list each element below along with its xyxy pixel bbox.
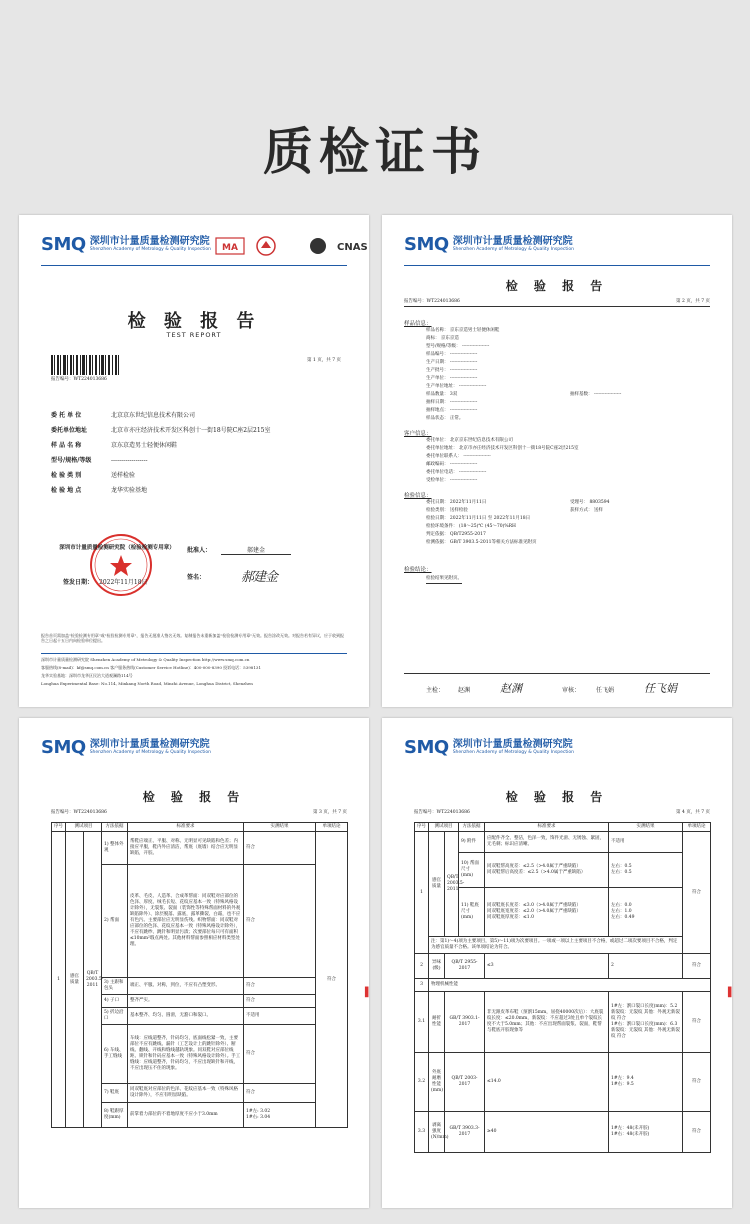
- header-cell: 实测结果: [609, 823, 683, 832]
- table-row: [415, 937, 711, 954]
- conclusion-text: 检验结果见附页。: [426, 576, 462, 581]
- report-number-label: 报告编号：: [51, 810, 74, 815]
- table-row: [415, 1112, 711, 1153]
- sample-row: 抽样地点： ------------------: [426, 408, 478, 413]
- client-row: 委托单位： 北京京东世纪信息技术有限公司: [426, 438, 513, 443]
- page-indicator: 第 2 页，共 7 页: [676, 299, 710, 304]
- result-cell: 1#左: 3.02 1#右: 3.04: [244, 1103, 316, 1128]
- delivery-method-value: 送样: [593, 508, 603, 513]
- result-cell: 不适用: [609, 832, 683, 853]
- table-header-row: [415, 823, 711, 832]
- client-row: 受检单位： ------------------: [426, 478, 478, 483]
- sample-row: 样品编号： ------------------: [426, 352, 478, 357]
- number-cell: 3.1: [415, 992, 429, 1053]
- item-cell: 11) 鞋底尺寸(mm): [459, 888, 485, 937]
- header-cell: 标准要求: [128, 823, 244, 832]
- footer-line-3: 龙华实验基地：深圳市龙华区民治大道观澜路114号: [41, 673, 133, 678]
- results-table: [51, 822, 348, 1128]
- conclusion-cell: 符合: [683, 954, 711, 979]
- issue-date: 2022年11月18日: [99, 579, 148, 586]
- smq-logo-text: SMQ: [404, 737, 449, 758]
- certification-marks: [215, 235, 373, 257]
- item-cell: 6) 车线、手工缝线: [102, 1025, 128, 1084]
- group-name: 感官质量: [66, 832, 84, 1128]
- item-cell: 异味(级): [429, 954, 445, 979]
- sample-row: 样品数量： 3双: [426, 392, 458, 397]
- institute-name-cn: 深圳市计量质量检测研究院: [89, 236, 210, 247]
- report-number-label: 报告编号：: [404, 299, 427, 304]
- requirement-cell: 皮革、毛皮、人造革、合成革帮面：同双鞋对应部位的色泽、厚度、绒毛长短、花纹应基本一致（特殊风格设计除外），无裂浆、裂面（装饰性等特殊帮面材料的外观缺陷除外）、涂层脱落、露底，露革撕裂、白霜，也不应有色污。主要部位应无明显伤残。织物帮面：同双鞋对应部位的色泽、花纹应基本一致（特殊风格设计除外），不应有跳纱、跳针和明显污渍；次要部位每只可有面积≤10mm²瑕点两处。其他材料帮面参照相应材料类型处理。: [128, 865, 244, 978]
- report-header: [19, 215, 369, 275]
- test-row: 检验日期： 2022年11月11日 至 2022年11月18日: [426, 516, 531, 521]
- result-cell: 1#左：割口裂口长度(mm)：5.2 新裂纹：无裂纹 其他：外观无新裂纹 符合 1#右：割口裂口长度(mm)：6.3 新裂纹：无裂纹 其他：外观无新裂纹 符合: [609, 992, 683, 1053]
- requirement-cell: ≤3: [485, 954, 609, 979]
- item-cell: 3) 主跟和包头: [102, 978, 128, 995]
- sample-row: 生产日期： ------------------: [426, 360, 478, 365]
- group-method: QB/T 2003.5-2011: [445, 832, 459, 937]
- method-cell: QB/T 2955-2017: [445, 954, 485, 979]
- table-row: [415, 979, 711, 992]
- report-notice: 报告首页需加盖"检验检测专用章"或"检验检测专用章"，报告无批准人签名无效。复制报告未重新加盖"检验检测专用章"无效。报告涂改无效。对报告若有异议，应于收到报告之日起十五日内向检验单位提出。: [41, 633, 345, 643]
- requirement-cell: 应配件齐全、整洁，色泽一致，饰件光滑、无锈蚀、紧固，无毛刺；标识应清晰。: [485, 832, 609, 853]
- institute-name-en: Shenzhen Academy of Metrology & Quality Inspection: [452, 750, 574, 755]
- report-number-label: 报告编号：: [51, 377, 74, 382]
- sample-base: [570, 391, 621, 397]
- report-page-1: [19, 215, 369, 707]
- requirement-cell: 同双鞋底对应部位的色泽、花纹应基本一致（特殊风格设计除外），不应有明显缺陷。: [128, 1084, 244, 1103]
- institute-logo: [41, 234, 211, 255]
- requirement-cell: ≥40: [485, 1112, 609, 1153]
- report-header: [382, 718, 732, 778]
- item-cell: 5) 折边沿口: [102, 1008, 128, 1025]
- report-header: [382, 215, 732, 275]
- footer-line-1: 深圳市计量质量检测研究院 Shenzhen Academy of Metrology & Quality Inspection http://www.smq.com.cn: [41, 657, 250, 662]
- item-cell: 外底耐磨性能(mm): [429, 1053, 445, 1112]
- field-label: 检 验 地 点: [51, 487, 82, 494]
- institute-name-cn: 深圳市计量质量检测研究院: [452, 739, 573, 750]
- group-conclusion: 符合: [683, 832, 711, 954]
- field-value: 龙华实验基地: [111, 487, 148, 494]
- result-cell: 1#左：9.4 1#右：9.5: [609, 1053, 683, 1112]
- institute-name-cn: 深圳市计量质量检测研究院: [89, 739, 210, 750]
- checker-signature: 赵渊: [500, 682, 522, 695]
- sample-row: 抽样日期： ------------------: [426, 400, 478, 405]
- header-cell: 序号: [415, 823, 429, 832]
- test-row: 检验类别： 送样检验: [426, 508, 468, 513]
- result-cell: 左右：0.5 左右：0.5: [609, 853, 683, 888]
- report-title: 检 验 报 告: [505, 279, 609, 293]
- report-title: 检 验 报 告: [142, 790, 246, 804]
- result-cell: 2: [609, 954, 683, 979]
- result-cell: 符合: [244, 995, 316, 1008]
- edge-stamp-mark: ▌: [365, 988, 372, 998]
- report-number: [51, 376, 107, 382]
- issue-date-label: 签发日期：: [63, 579, 94, 586]
- sample-row: 样品状态： 正常。: [426, 416, 464, 421]
- method-cell: GB/T 3903.1-2017: [445, 992, 485, 1053]
- conclusion-rule: [426, 583, 462, 584]
- delivery-method: [570, 507, 603, 513]
- sample-row: 型号/规格/等级： ------------------: [426, 344, 490, 349]
- sample-row: 商标： 京东京造: [426, 336, 459, 341]
- field-test-type: [51, 470, 135, 479]
- report-title-en: TEST REPORT: [166, 331, 222, 339]
- table-row: [415, 832, 711, 853]
- sample-section-title: 样品信息：: [404, 321, 432, 327]
- field-label: 委 托 单 位: [51, 412, 82, 419]
- institute-logo: [41, 737, 211, 758]
- table-row: [415, 1053, 711, 1112]
- smq-logo-text: SMQ: [404, 234, 449, 255]
- institute-name-en: Shenzhen Academy of Metrology & Quality Inspection: [89, 750, 211, 755]
- seal-caption: 深圳市计量质量检测研究院（检验检测专用章）: [59, 545, 175, 551]
- header-cell: 测试项目: [66, 823, 102, 832]
- header-cell: 方法依据: [459, 823, 485, 832]
- requirement-cell: 车线：应线道整齐，针码均匀，底面线松紧一致，主要部位不应有跳线、漏针（工艺设计上的跳针除外）、断线、翻线、开线和缝线越轨现象。同双鞋对应部位线距、锁针和针码应基本一致（特殊风格设计除外）。手工缝线：应线道整齐，针码均匀，不应出现缺针和开线，不应出现压不住的现象。: [128, 1025, 244, 1084]
- barcode-icon: [51, 355, 121, 375]
- field-sample-name: [51, 440, 177, 449]
- results-table: [414, 822, 711, 1153]
- report-number: [414, 809, 470, 815]
- approver-signature: 郝建金: [241, 570, 278, 585]
- receipt-number-label: 受理号：: [570, 500, 588, 505]
- test-row: 检验环境条件： (18～25)℃ (45～70)%RH: [426, 524, 516, 529]
- institute-logo: [404, 234, 574, 255]
- delivery-method-label: 获样方式：: [570, 508, 593, 513]
- result-cell: 符合: [244, 832, 316, 865]
- header-cell: 单项结论: [316, 823, 348, 832]
- report-number-value: WT224013686: [426, 299, 460, 304]
- result-cell: 不适用: [244, 1008, 316, 1025]
- header-cell: 标准要求: [485, 823, 609, 832]
- reviewer-name: 任飞娟: [596, 687, 615, 694]
- approver-name: 郝建金: [221, 545, 291, 555]
- header-rule: [404, 265, 710, 266]
- report-number-label: 报告编号：: [414, 810, 437, 815]
- svg-text:MA: MA: [222, 243, 238, 253]
- item-cell: 10) 帮面尺寸(mm): [459, 853, 485, 888]
- footer-rule: [41, 653, 347, 654]
- report-page-3: [19, 718, 372, 1208]
- table-row: [415, 992, 711, 1053]
- cma-mark-icon: [215, 235, 245, 257]
- checker-name: 赵渊: [458, 687, 471, 694]
- client-row: 委托单位地址： 北京市亦庄经济技术开发区科创十一街18号院C座2层215室: [426, 446, 579, 451]
- header-cell: 测试项目: [429, 823, 459, 832]
- result-cell: 符合: [244, 978, 316, 995]
- client-section-title: 客户信息：: [404, 431, 432, 437]
- receipt-number: [570, 499, 609, 505]
- header-rule: [41, 265, 347, 266]
- cnas-seal-icon: [255, 235, 277, 257]
- checker-label: 主检：: [426, 687, 445, 694]
- result-cell: 符合: [244, 1025, 316, 1084]
- field-value: 京东京造男士轻便休闲鞋: [111, 442, 178, 449]
- field-value: ------------------: [111, 457, 148, 464]
- result-cell: 1#左：48(未开胶) 1#右：48(未开胶): [609, 1112, 683, 1153]
- page-indicator: 第 1 页，共 7 页: [307, 358, 341, 363]
- receipt-number-value: 8803594: [589, 500, 610, 505]
- section-cell: 物理机械性能: [429, 979, 711, 992]
- table-row: [415, 888, 711, 937]
- reviewer-signature: 任飞娟: [644, 682, 677, 695]
- requirement-cell: 非无跟皮革布鞋（预割15mm，屈挠40000次后）：大底裂纹长度：≤20.0mm，新裂纹：不应超过3处且单个裂纹长度不大于5.0mm；其他：不应出现帮面裂浆、裂面，鞋帮与鞋底开胶现象等: [485, 992, 609, 1053]
- smq-logo-text: SMQ: [41, 234, 86, 255]
- header-cell: 单项结论: [683, 823, 711, 832]
- result-cell: 符合: [244, 1084, 316, 1103]
- report-header: [19, 718, 369, 778]
- header-cell: 方法依据: [102, 823, 128, 832]
- footer-rule: [404, 673, 710, 674]
- conclusion-section-title: 检验结论：: [404, 567, 432, 573]
- requirement-cell: 整齐严实。: [128, 995, 244, 1008]
- requirement-cell: 端正、平服、对称，到位，不应有凸塑变形。: [128, 978, 244, 995]
- client-row: 委托单位联系人： ------------------: [426, 454, 491, 459]
- reviewer-label: 审核：: [562, 687, 581, 694]
- table-header-row: [52, 823, 348, 832]
- field-value: 北京市亦庄经济技术开发区科创十一街18号院C座2层215室: [111, 427, 271, 434]
- requirement-cell: 同双鞋底长度差：≤3.0（>4.0属于严重缺陷） 同双鞋底宽度差：≤2.0（>4.0属于严重缺陷） 同双鞋底厚度差：≤1.0: [485, 888, 609, 937]
- sample-row: 生产批号： ------------------: [426, 368, 478, 373]
- conclusion-cell: 符合: [683, 1053, 711, 1112]
- field-test-location: [51, 485, 147, 494]
- field-client: [51, 410, 195, 419]
- group-number: 1: [415, 832, 429, 954]
- smq-logo-text: SMQ: [41, 737, 86, 758]
- result-cell: 符合: [244, 865, 316, 978]
- cnas-logo-icon: [337, 235, 373, 257]
- report-number-value: WT224013686: [436, 810, 470, 815]
- group-method: QB/T 2003.5-2011: [84, 832, 102, 1128]
- number-cell: 3.3: [415, 1112, 429, 1153]
- method-cell: GB/T 3903.3-2017: [445, 1112, 485, 1153]
- field-value: 送样检验: [111, 472, 136, 479]
- svg-text:CNAS: CNAS: [337, 242, 368, 253]
- sample-row: 样品名称： 京东京造男士轻便休闲鞋: [426, 328, 500, 333]
- report-page-2: [382, 215, 732, 707]
- ilac-mark-icon: [309, 235, 327, 257]
- institute-name-cn: 深圳市计量质量检测研究院: [452, 236, 573, 247]
- requirement-cell: 帮鞋应端正、平服、对称、无明显可见缺陷和色差；内接应平服，鞋内外应清洁，帮底（底墙）结合应无明显缺陷，开胶。: [128, 832, 244, 865]
- method-cell: QB/T 2003-2017: [445, 1053, 485, 1112]
- item-cell: 1) 整体外观: [102, 832, 128, 865]
- header-cell: 序号: [52, 823, 66, 832]
- sample-base-label: 抽样基数：: [570, 392, 593, 397]
- client-row: 邮政编码： ------------------: [426, 462, 478, 467]
- page-title: 质检证书: [263, 123, 487, 181]
- test-section-title: 检验信息：: [404, 493, 432, 499]
- field-label: 型号/规格/等级: [51, 457, 92, 464]
- item-cell: 2) 帮面: [102, 865, 128, 978]
- sample-row: 生产单位： ------------------: [426, 376, 478, 381]
- field-client-address: [51, 425, 271, 434]
- group-name: 感官质量: [429, 832, 445, 937]
- title-rule: [404, 306, 710, 307]
- page-indicator: 第 3 页，共 7 页: [313, 810, 347, 815]
- edge-stamp-mark: ▌: [728, 988, 735, 998]
- test-row: 委托日期： 2022年11月11日: [426, 500, 487, 505]
- approver-label: 批准人：: [187, 547, 212, 554]
- item-cell: 剥离强度(N/mm): [429, 1112, 445, 1153]
- number-cell: 2: [415, 954, 429, 979]
- institute-name-en: Shenzhen Academy of Metrology & Quality Inspection: [89, 247, 211, 252]
- table-row: [52, 832, 348, 865]
- conclusion-cell: 符合: [683, 992, 711, 1053]
- client-row: 委托单位电话： ------------------: [426, 470, 487, 475]
- field-label: 委托单位地址: [51, 427, 88, 434]
- table-row: [415, 954, 711, 979]
- group-number: 1: [52, 832, 66, 1128]
- item-cell: 7) 鞋底: [102, 1084, 128, 1103]
- field-label: 检 验 类 别: [51, 472, 82, 479]
- report-number: [51, 809, 107, 815]
- field-model: [51, 455, 148, 464]
- field-label: 样 品 名 称: [51, 442, 82, 449]
- signature-label: 签名：: [187, 574, 206, 581]
- item-cell: 4) 子口: [102, 995, 128, 1008]
- report-number-value: WT224013686: [73, 810, 107, 815]
- item-cell: 8) 鞋跟厚度(mm): [102, 1103, 128, 1128]
- note-cell: 注：第1)～4)项为主要项目，第5)～11)项为次要项目。一项或一项以上主要项目不合格，或超过二项次要项目不合格，判定为感官质量不合格。该单项结论为符合。: [429, 937, 683, 954]
- sample-row: 生产单位地址： ------------------: [426, 384, 487, 389]
- institute-logo: [404, 737, 574, 758]
- report-number: [404, 298, 460, 304]
- page-indicator: 第 4 页，共 7 页: [676, 810, 710, 815]
- requirement-cell: 同双鞋帮高度差：≤2.5（>4.0属于严重缺陷） 同双鞋帮后高度差：≤2.5（>4.0属于严重缺陷）: [485, 853, 609, 888]
- institute-name-en: Shenzhen Academy of Metrology & Quality Inspection: [452, 247, 574, 252]
- footer-line-2: 客服热线(8-mail)：kf@smq.com.cn 客户服务热线(Customer Service Hotline)：400-000-8390 投诉电话：5398131: [41, 665, 261, 670]
- field-value: 北京京东世纪信息技术有限公司: [111, 412, 196, 419]
- item-cell: 耐折性能: [429, 992, 445, 1053]
- conclusion-cell: 符合: [683, 1112, 711, 1153]
- number-cell: 3: [415, 979, 429, 992]
- requirement-cell: ≤14.0: [485, 1053, 609, 1112]
- header-cell: 实测结果: [244, 823, 316, 832]
- item-cell: 9) 附件: [459, 832, 485, 853]
- report-title: 检 验 报 告: [505, 790, 609, 804]
- result-cell: 左右：0.0 左右：1.0 左右：0.49: [609, 888, 683, 937]
- footer-line-4: Longhua Experimental Base: No.114, Minkang North Road, Minzhi Avenue, Longhua District, Shenzhen: [41, 681, 253, 686]
- sample-base-value: ------------------: [593, 392, 622, 397]
- report-number-value: WT224013686: [73, 377, 107, 382]
- test-row: 判定依据： QB/T2955-2017: [426, 532, 486, 537]
- report-page-4: [382, 718, 735, 1208]
- requirement-cell: 前掌着力部位的不着地厚度不应小于3.0mm: [128, 1103, 244, 1128]
- group-conclusion: 符合: [316, 832, 348, 1128]
- requirement-cell: 基本整齐、均匀、圆滑，无豁口和裂口。: [128, 1008, 244, 1025]
- report-title: 检 验 报 告: [127, 311, 261, 332]
- test-row: 检测依据： GB/T 3903.5-2011等相关方法标准见附页: [426, 540, 537, 545]
- number-cell: 3.2: [415, 1053, 429, 1112]
